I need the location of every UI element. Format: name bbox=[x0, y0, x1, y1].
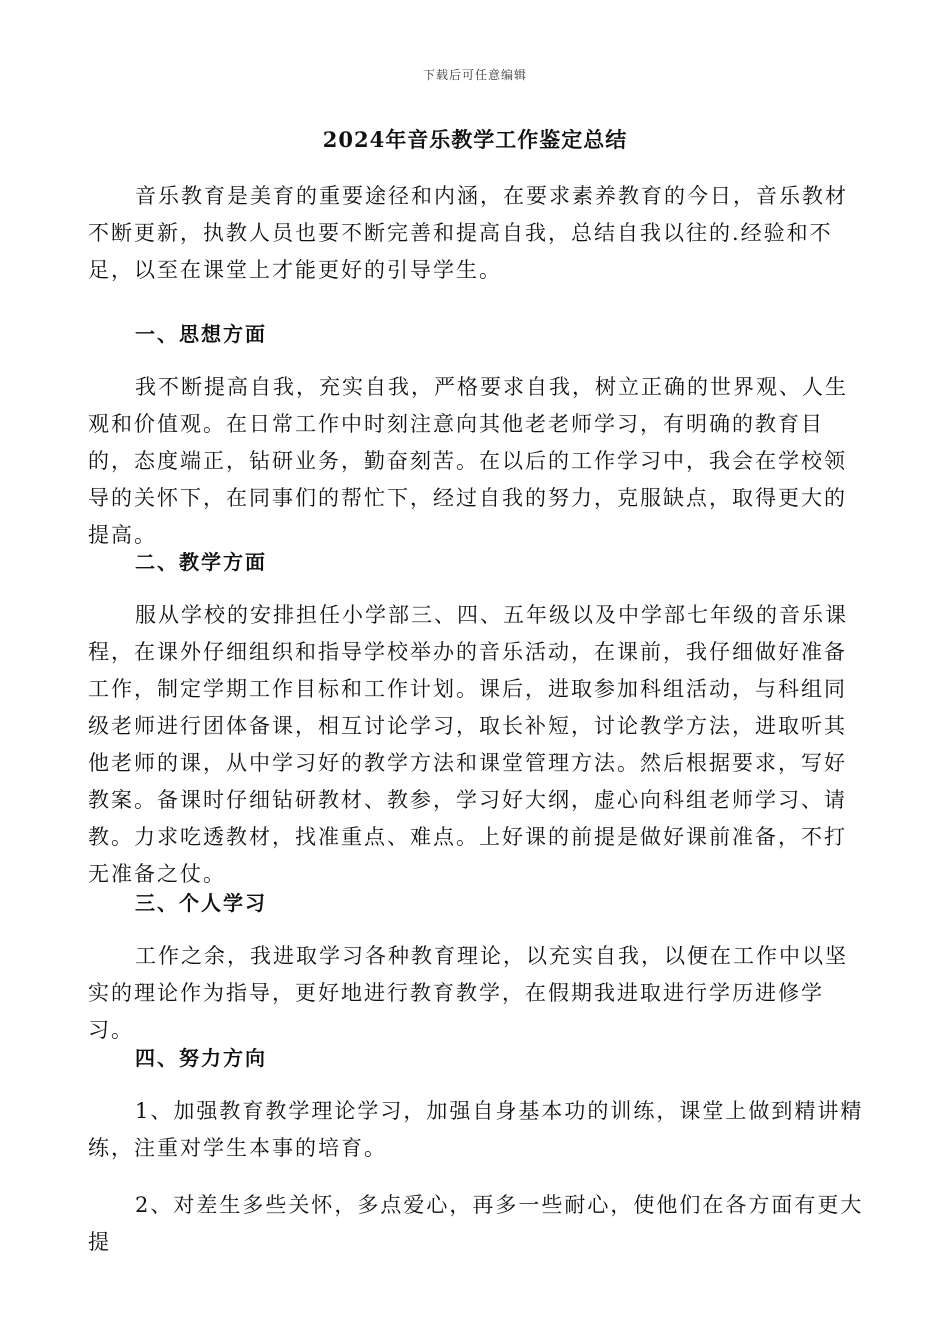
header-note: 下载后可任意编辑 bbox=[422, 68, 527, 82]
direction-item-1: 1、加强教育教学理论学习，加强自身基本功的训练，课堂上做到精讲精练，注重对学生本事的培育。 bbox=[88, 1099, 864, 1160]
document-title: 2024年音乐教学工作鉴定总结 bbox=[322, 127, 628, 152]
section-heading-study: 三、个人学习 bbox=[135, 891, 267, 915]
direction-item-2: 2、对差生多些关怀，多点爱心，再多一些耐心，使他们在各方面有更大提 bbox=[88, 1193, 864, 1254]
section-heading-thought: 一、思想方面 bbox=[135, 322, 267, 346]
section-body-study: 工作之余，我进取学习各种教育理论，以充实自我，以便在工作中以坚实的理论作为指导，更好地进行教育教学，在假期我进取进行学历进修学习。 bbox=[88, 944, 848, 1042]
intro-paragraph: 音乐教育是美育的重要途径和内涵，在要求素养教育的今日，音乐教材不断更新，执教人员也要不断完善和提高自我，总结自我以往的.经验和不足，以至在课堂上才能更好的引导学生。 bbox=[88, 184, 848, 282]
section-body-teaching: 服从学校的安排担任小学部三、四、五年级以及中学部七年级的音乐课程，在课外仔细组织和指导学校举办的音乐活动，在课前，我仔细做好准备工作，制定学期工作目标和工作计划。课后，进取参加科组活动，与科组同级老师进行团体备课，相互讨论学习，取长补短，讨论教学方法，进取听其他老师的课，从中学习好的教学方法和课堂管理方法。然后根据要求，写好教案。备课时仔细钻研教材、教参，学习好大纲，虚心向科组老师学习、请教。力求吃透教材，找准重点、难点。上好课的前提是做好课前准备，不打无准备之仗。 bbox=[88, 603, 848, 886]
section-heading-teaching: 二、教学方面 bbox=[135, 550, 267, 574]
section-heading-direction: 四、努力方向 bbox=[135, 1046, 267, 1070]
section-body-thought: 我不断提高自我，充实自我，严格要求自我，树立正确的世界观、人生观和价值观。在日常工作中时刻注意向其他老老师学习，有明确的教育目的，态度端正，钻研业务，勤奋刻苦。在以后的工作学习中，我会在学校领导的关怀下，在同事们的帮忙下，经过自我的努力，克服缺点，取得更大的提高。 bbox=[88, 375, 848, 547]
